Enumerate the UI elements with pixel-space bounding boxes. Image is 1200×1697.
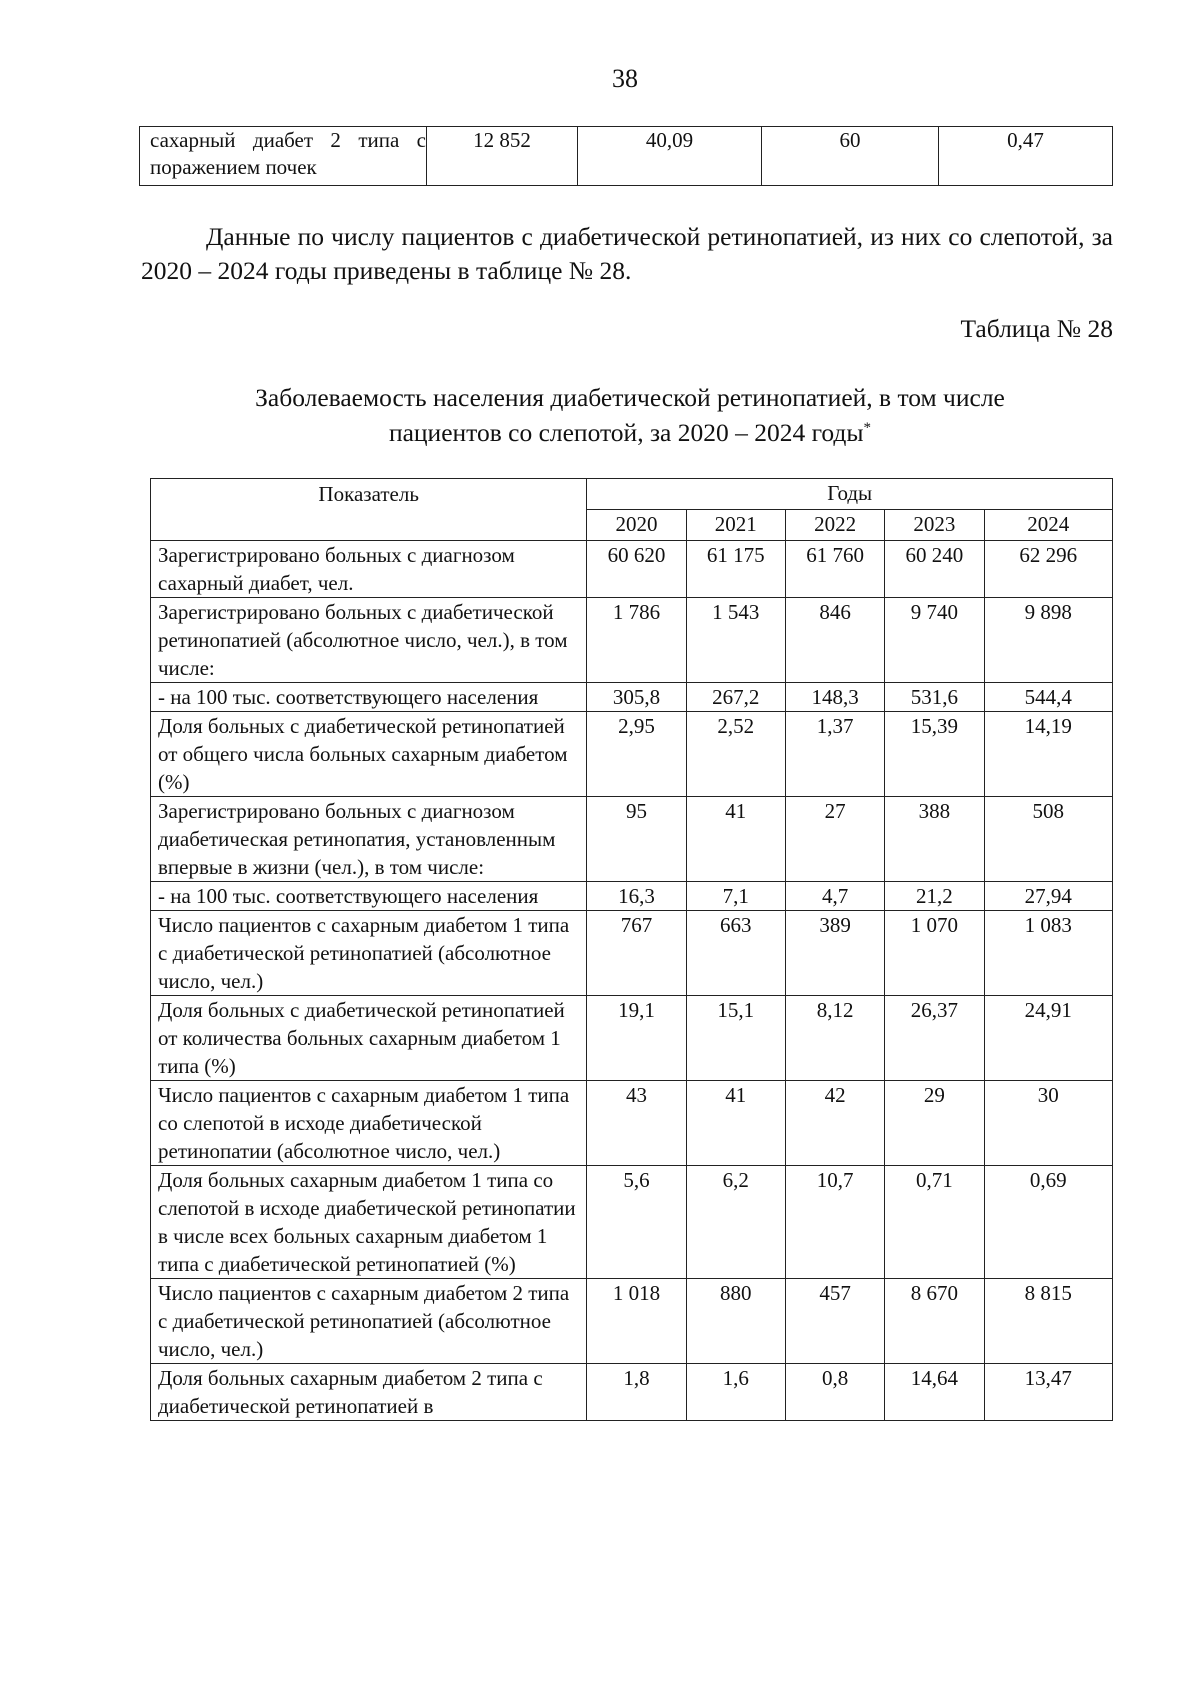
row-label: Число пациентов с сахарным диабетом 1 типа со слепотой в исходе диабетической ретинопатии (абсолютное число, чел.)	[151, 1081, 587, 1166]
caption-line-2-text: пациентов со слепотой, за 2020 – 2024 годы	[388, 418, 864, 447]
header-years: Годы	[587, 479, 1113, 510]
caption-line-2	[170, 415, 1090, 450]
cell-value: 5,6	[587, 1166, 686, 1279]
cell-value: 6,2	[686, 1166, 785, 1279]
table-row	[151, 1081, 1113, 1166]
cell-value: 0,69	[984, 1166, 1112, 1279]
table-row	[151, 882, 1113, 911]
row-label: Доля больных сахарным диабетом 1 типа со слепотой в исходе диабетической ретинопатии в числе всех больных сахарным диабетом 1 типа с диабетической ретинопатией (%)	[151, 1166, 587, 1279]
cell-value: 8 670	[885, 1279, 984, 1364]
cell-value: 14,64	[885, 1364, 984, 1421]
cell-value: 1 786	[587, 598, 686, 683]
cell-value: 457	[785, 1279, 884, 1364]
table-row	[151, 996, 1113, 1081]
header-indicator: Показатель	[151, 479, 587, 541]
row-label: - на 100 тыс. соответствующего населения	[151, 683, 587, 712]
row-label: сахарный диабет 2 типа с поражением почек	[140, 127, 427, 186]
cell-value: 30	[984, 1081, 1112, 1166]
cell-value: 1 083	[984, 911, 1112, 996]
cell-value: 26,37	[885, 996, 984, 1081]
cell-value: 24,91	[984, 996, 1112, 1081]
year-2023: 2023	[885, 510, 984, 541]
cell-value: 21,2	[885, 882, 984, 911]
row-label: Число пациентов с сахарным диабетом 1 типа с диабетической ретинопатией (абсолютное число, чел.)	[151, 911, 587, 996]
cell-value: 95	[587, 797, 686, 882]
cell-value: 1,6	[686, 1364, 785, 1421]
cell-value: 61 760	[785, 541, 884, 598]
cell-value: 62 296	[984, 541, 1112, 598]
cell-value: 267,2	[686, 683, 785, 712]
header-row	[151, 479, 1113, 510]
row-label: Число пациентов с сахарным диабетом 2 типа с диабетической ретинопатией (абсолютное число, чел.)	[151, 1279, 587, 1364]
caption-line-1: Заболеваемость населения диабетической ретинопатией, в том числе	[255, 383, 1005, 412]
cell-value: 60 620	[587, 541, 686, 598]
cell-value: 16,3	[587, 882, 686, 911]
cell-value: 15,1	[686, 996, 785, 1081]
continuation-table	[139, 126, 1113, 186]
cell-value: 8,12	[785, 996, 884, 1081]
cell-value: 9 898	[984, 598, 1112, 683]
cell-value: 1,8	[587, 1364, 686, 1421]
cell-value: 13,47	[984, 1364, 1112, 1421]
cell-value: 27,94	[984, 882, 1112, 911]
cell-value: 42	[785, 1081, 884, 1166]
cell-value: 29	[885, 1081, 984, 1166]
cell-value: 4,7	[785, 882, 884, 911]
cell-value: 7,1	[686, 882, 785, 911]
cell-value: 61 175	[686, 541, 785, 598]
table-row	[151, 712, 1113, 797]
cell-value: 60	[762, 127, 939, 186]
table-row	[151, 1166, 1113, 1279]
cell-value: 531,6	[885, 683, 984, 712]
table-number: Таблица № 28	[960, 314, 1113, 343]
cell-value: 389	[785, 911, 884, 996]
year-2022: 2022	[785, 510, 884, 541]
cell-value: 27	[785, 797, 884, 882]
cell-value: 41	[686, 1081, 785, 1166]
body-paragraph: Данные по числу пациентов с диабетической ретинопатией, из них со слепотой, за 2020 – 2024 годы приведены в таблице № 28.	[141, 222, 1113, 285]
year-2020: 2020	[587, 510, 686, 541]
cell-value: 60 240	[885, 541, 984, 598]
row-label: - на 100 тыс. соответствующего населения	[151, 882, 587, 911]
cell-value: 388	[885, 797, 984, 882]
cell-value: 767	[587, 911, 686, 996]
row-label: Зарегистрировано больных с диагнозом сахарный диабет, чел.	[151, 541, 587, 598]
cell-value: 1,37	[785, 712, 884, 797]
row-label: Зарегистрировано больных с диагнозом диабетическая ретинопатия, установленным впервые в жизни (чел.), в том числе:	[151, 797, 587, 882]
page-number: 38	[612, 64, 638, 93]
cell-value: 8 815	[984, 1279, 1112, 1364]
row-label: Зарегистрировано больных с диабетической ретинопатией (абсолютное число, чел.), в том числе:	[151, 598, 587, 683]
table-row	[151, 1279, 1113, 1364]
cell-value: 148,3	[785, 683, 884, 712]
footnote-mark: *	[863, 420, 872, 436]
table-body	[151, 541, 1113, 1421]
table-row	[151, 911, 1113, 996]
cell-value: 2,52	[686, 712, 785, 797]
cell-value: 9 740	[885, 598, 984, 683]
cell-value: 508	[984, 797, 1112, 882]
cell-value: 19,1	[587, 996, 686, 1081]
table-row	[151, 1364, 1113, 1421]
table-row	[140, 127, 1113, 186]
row-label: Доля больных с диабетической ретинопатией от количества больных сахарным диабетом 1 типа (%)	[151, 996, 587, 1081]
cell-value: 880	[686, 1279, 785, 1364]
diabetic-retinopathy-table	[150, 478, 1113, 1421]
table-row	[151, 683, 1113, 712]
cell-value: 40,09	[578, 127, 762, 186]
row-label: Доля больных сахарным диабетом 2 типа с диабетической ретинопатией в	[151, 1364, 587, 1421]
cell-value: 846	[785, 598, 884, 683]
cell-value: 663	[686, 911, 785, 996]
table-row	[151, 797, 1113, 882]
cell-value: 1 018	[587, 1279, 686, 1364]
cell-value: 544,4	[984, 683, 1112, 712]
cell-value: 1 543	[686, 598, 785, 683]
cell-value: 10,7	[785, 1166, 884, 1279]
cell-value: 305,8	[587, 683, 686, 712]
cell-value: 14,19	[984, 712, 1112, 797]
cell-value: 0,8	[785, 1364, 884, 1421]
cell-value: 1 070	[885, 911, 984, 996]
table-row	[151, 541, 1113, 598]
cell-value: 0,71	[885, 1166, 984, 1279]
table-caption	[170, 380, 1090, 450]
cell-value: 41	[686, 797, 785, 882]
cell-value: 15,39	[885, 712, 984, 797]
year-2021: 2021	[686, 510, 785, 541]
cell-value: 43	[587, 1081, 686, 1166]
row-label: Доля больных с диабетической ретинопатией от общего числа больных сахарным диабетом (%)	[151, 712, 587, 797]
cell-value: 2,95	[587, 712, 686, 797]
cell-value: 0,47	[939, 127, 1113, 186]
table-row	[151, 598, 1113, 683]
year-2024: 2024	[984, 510, 1112, 541]
cell-value: 12 852	[427, 127, 578, 186]
